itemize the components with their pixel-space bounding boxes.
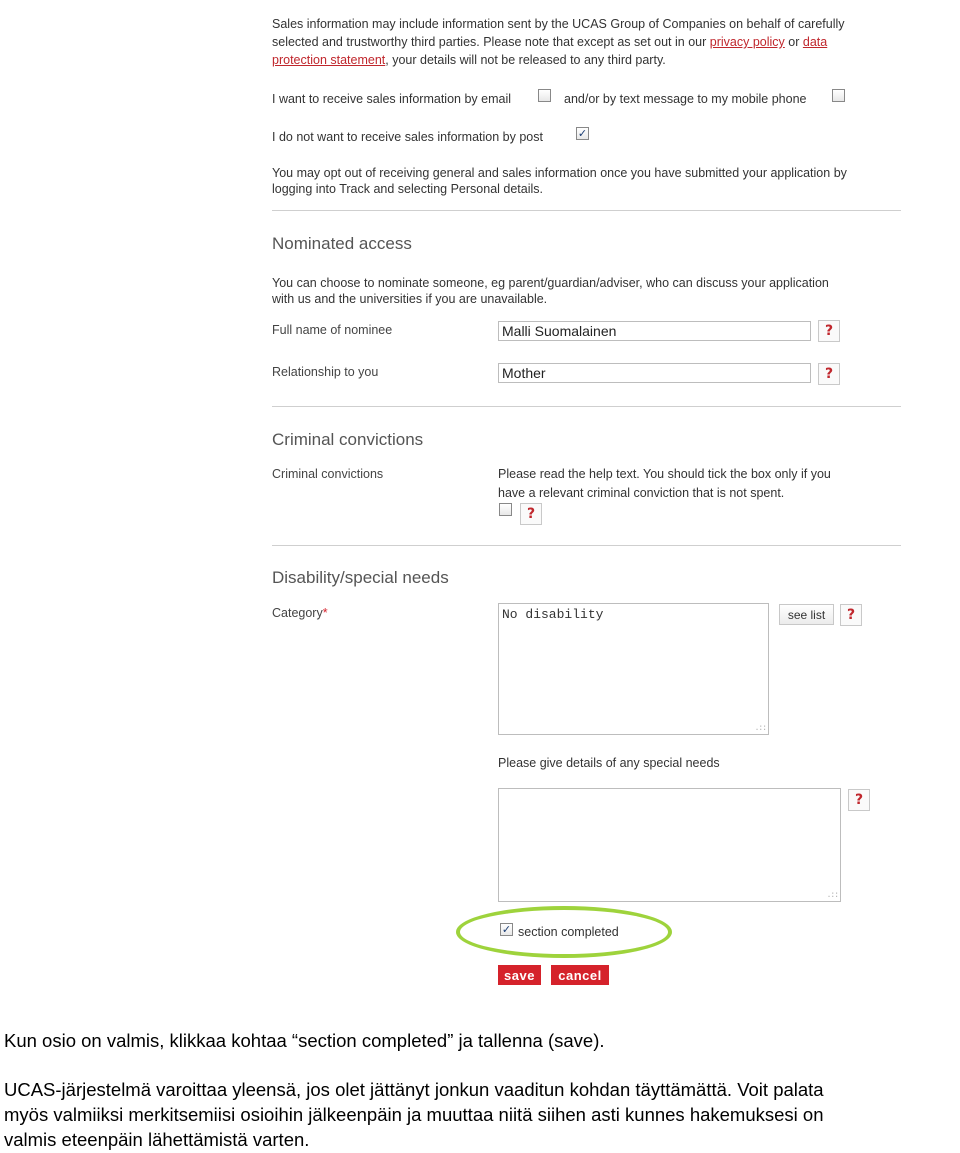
category-textarea[interactable] [498, 603, 769, 735]
question-mark-icon[interactable]: ? [840, 604, 862, 626]
special-needs-textarea[interactable] [498, 788, 841, 902]
special-needs-label: Please give details of any special needs [498, 756, 720, 770]
section-divider [272, 545, 901, 546]
optout-info-line-1: You may opt out of receiving general and sales information once you have submitted your application by [272, 166, 847, 180]
criminal-help-line-1: Please read the help text. You should tick the box only if you [498, 467, 831, 481]
sales-info-line-3 [272, 51, 666, 69]
section-completed-label: section completed [518, 925, 619, 939]
email-sales-checkbox[interactable] [538, 89, 551, 102]
privacy-policy-link[interactable]: privacy policy [709, 35, 785, 49]
optout-info-line-2: logging into Track and selecting Personal details. [272, 182, 543, 196]
nominated-intro-line-1: You can choose to nominate someone, eg parent/guardian/adviser, who can discuss your application [272, 276, 829, 290]
resize-grip-icon[interactable]: .:: [754, 724, 766, 733]
nominee-name-input[interactable]: Malli Suomalainen [498, 321, 811, 341]
resize-grip-icon[interactable]: .:: [826, 891, 838, 900]
section-divider [272, 210, 901, 211]
data-protection-link-part-2[interactable]: protection statement [272, 53, 386, 67]
caption-line-1: Kun osio on valmis, klikkaa kohtaa “section completed” ja tallenna (save). [4, 1030, 605, 1051]
question-mark-icon[interactable]: ? [818, 320, 840, 342]
post-optout-checkbox[interactable] [576, 127, 589, 140]
question-mark-icon[interactable]: ? [818, 363, 840, 385]
sales-info-line-1: Sales information may include information sent by the UCAS Group of Companies on behalf of carefully [272, 17, 845, 31]
cancel-button[interactable]: cancel [551, 965, 609, 985]
checkmark-icon: ✓ [577, 127, 588, 140]
relationship-label: Relationship to you [272, 365, 379, 379]
required-mark: * [322, 606, 328, 620]
see-list-button[interactable]: see list [779, 604, 834, 625]
sales-info-line-2 [272, 33, 827, 51]
criminal-convictions-label: Criminal convictions [272, 467, 384, 481]
sms-sales-label: and/or by text message to my mobile phone [564, 92, 807, 106]
section-completed-checkbox[interactable] [500, 923, 513, 936]
nominated-intro-line-2: with us and the universities if you are unavailable. [272, 292, 548, 306]
caption-line-4: valmis eteenpäin lähettämistä varten. [4, 1129, 310, 1150]
nominee-name-label: Full name of nominee [272, 323, 393, 337]
section-divider [272, 406, 901, 407]
caption-line-2: UCAS-järjestelmä varoittaa yleensä, jos olet jättänyt jonkun vaaditun kohdan täyttämättä. Voit palata [4, 1079, 824, 1100]
sales-info-text: selected and trustworthy third parties. Please note that except as set out in our [272, 35, 707, 49]
email-sales-label: I want to receive sales information by email [272, 92, 511, 106]
save-button[interactable]: save [498, 965, 541, 985]
category-label-text: Category [272, 606, 323, 620]
disability-heading: Disability/special needs [272, 568, 449, 587]
sms-sales-checkbox[interactable] [832, 89, 845, 102]
category-label [272, 606, 328, 620]
sales-info-tail: , your details will not be released to any third party. [385, 53, 666, 67]
caption-line-3: myös valmiiksi merkitsemiisi osioihin jälkeenpäin ja muuttaa niitä siihen asti kunnes hakemuksesi on [4, 1104, 824, 1125]
data-protection-link-part-1[interactable]: data [802, 35, 828, 49]
question-mark-icon[interactable]: ? [848, 789, 870, 811]
sales-info-or: or [788, 35, 800, 49]
question-mark-icon[interactable]: ? [520, 503, 542, 525]
criminal-help-line-2: have a relevant criminal conviction that is not spent. [498, 486, 785, 500]
checkmark-icon: ✓ [501, 923, 512, 936]
category-value: No disability [502, 607, 604, 622]
post-optout-label: I do not want to receive sales information by post [272, 130, 543, 144]
relationship-input[interactable]: Mother [498, 363, 811, 383]
criminal-convictions-heading: Criminal convictions [272, 430, 424, 449]
nominated-access-heading: Nominated access [272, 234, 412, 253]
criminal-conviction-checkbox[interactable] [499, 503, 512, 516]
